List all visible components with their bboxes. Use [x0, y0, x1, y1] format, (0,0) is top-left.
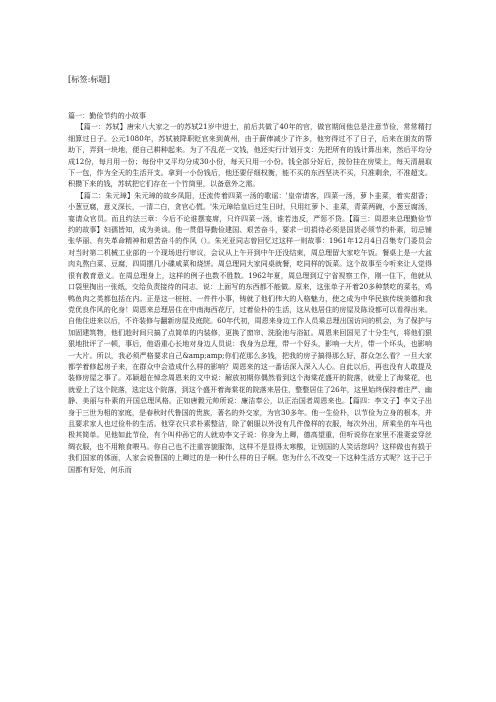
- document-body: [68, 110, 432, 475]
- story-heading: 篇一：勤俭节约的小故事: [68, 111, 147, 120]
- tag-line: [标签:标题]: [68, 74, 110, 84]
- paragraph-zhu-yuanzhang: 【篇二：朱元璋】朱元璋的故乡凤阳，还流传着四菜一汤的歌谣：'皇帝请客，四菜一汤，萝卜韭菜，着实甜香；小葱豆腐，意义深长，一清二白，贪官心慌。'朱元璋给皇后过生日时，只用红萝卜、韭菜，青菜两碗，小葱豆腐汤，宴请众官员。而且约法三章：今后不论谁摆宴席，只许四菜一汤，谁若违反，严惩不贷。【篇三：周恩来总理勤俭节约的故事】妇孺皆知，成为美谈。他一贯倡导勤俭建国、艰苦奋斗，要求一切捐待必须是国货必须节约朴素，切忌铺张华丽、有失革命精神和艰苦奋斗的作风（）。朱光亚同志曾回忆过这样一则故事：1961年12月4日召集专门委员会对当时第二机械工业部的一个现场进行审议，会议从上午开到中午还没结束，周总理留大家吃午饭。餐桌上是一大盆肉丸熬白菜、豆腐，四周摆几小碟咸菜和烧饼。周总理同大家同桌就餐，吃同样的饭菜。这个故事至今听来让人觉得很有教育意义。在周总理身上，这样的例子也数不胜数。1962年夏，周总理到辽宁省视察工作，刚一住下，他就从口袋里掏出一张纸，交给负责接待的同志，说：上面写的东西都不能做。原来，这张单子开着20多种禁吃的菜名，鸡鸭鱼肉之类都包括在内。正是这一桩桩、一件件小事，铸就了他们伟大的人格魅力，使之成为中华民族传统美德和我党优良作风的化身！周恩来总理居住在中南海西花厅，过着俭朴的生活，这从他居住的房屋及陈设都可以看得出来。自他住进来以后，不许装修与翻新房屋及庭院。60年代初，周恩来身边工作人员乘总理出国访问的机会，为了保护与加固建筑物，他们趁时间只搞了点简单的内装修，更换了窗帘、洗脸池与浴缸。周恩来回国见了十分生气，将他们狠狠地批评了一顿，事后，他语重心长地对身边人员说：我身为总理，带一个好头，影响一大片，带一个坏头，也影响一大片。所以，我必须严格要求自己&amp;amp;你们花那么多钱，把我的房子搞得那么好，群众怎么看？一旦大家都学着修起房子来，在群众中会造成什么样的影响？周恩来的这一番话深入深入人心。自此以后，再也没有人敢提及装修房屋之事了。邓颖超在悼念周恩来的文中说：解放初期你偶然看到这个海棠花盛开的院落，就爱上了海棠花，也就爱上了这个院落，选定这个院落，到这个盛开着海棠花的院落来居住，整整居住了26年，这里始终保持着庄严、幽静、美丽与朴素的开国总理风格。正如唐穀元帅所说：廉洁奉公，以正治国者周恩来也。【篇四：李文子】李文子出身于三世为相的家庭，是春秋时代鲁国的贵族，著名的外交家，为官30多年。他一生俭朴，以节俭为立身的根本，并且要求家人也过俭朴的生活。他穿衣只求朴素整洁，除了朝服以外没有几件像样的衣服，每次外出，所乘坐的车马也极其简单。见他如此节俭，有个叫仲孙它的人就劝李文子说：你身为上卿，德高望重，但听说你在家里不准妻妾穿丝绸衣服，也不用粮食喂马。你自己也不注重容貌服饰，这样不是显得太寒酸，让别国的人笑话您吗？这样做也有损于我们国家的体面，人家会说鲁国的上卿过的是一种什么样的日子啊。您为什么不改变一下这种生活方式呢？这于己于国都有好处，何乐而: [68, 190, 432, 474]
- paragraph-su-shi: 【篇一：苏轼】唐宋八大家之一的苏轼21岁中进士，前后共做了40年的官，做官期间他总是注意节俭，常常精打细算过日子。公元1080年，苏轼被降职贬官来到黄州，由于薪俸减少了许多，他穷得过不了日子，后来在朋友的帮助下，弄到一块地，便自己耕种起来。为了不乱花一文钱，他还实行计划开支：先把所有的钱计算出来，然后平均分成12份，每月用一份；每份中又平均分成30小份，每天只用一小份。钱全部分好后，按份挂在房梁上，每天清晨取下一包，作为全天的生活开支。拿到一小份钱后，他还要仔细权衡，能不买的东西坚决不买，只准剩余，不准超支。积攒下来的钱，苏轼把它们存在一个竹筒里，以备意外之需。: [68, 122, 432, 189]
